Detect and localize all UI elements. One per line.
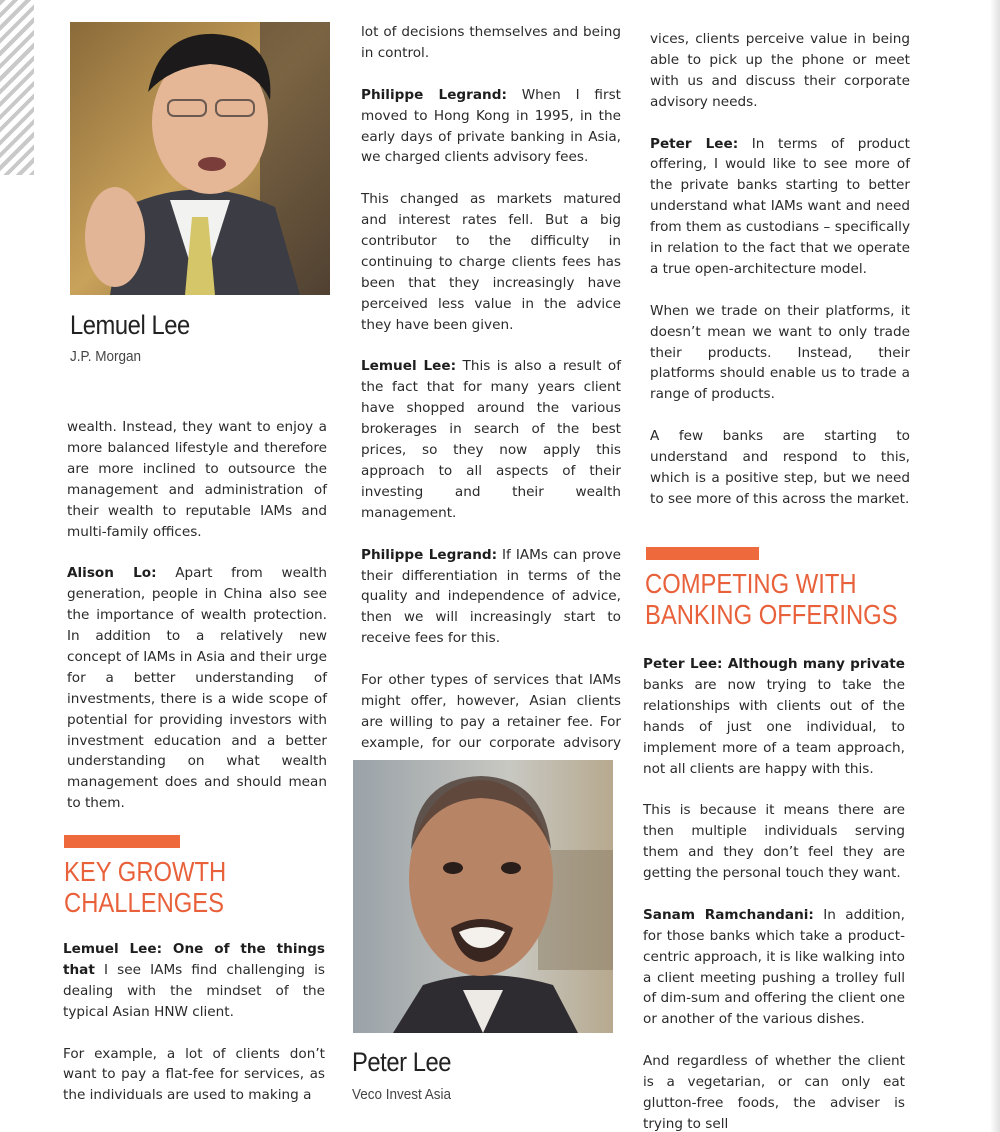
speaker-name: Lemuel Lee: One of the things that (63, 941, 325, 978)
section-accent-bar (64, 835, 180, 848)
paragraph: Alison Lo: Apart from wealth generation, people in China also see the importance of wealth protection. In addition to a relatively new concept of IAMs in Asia and their urge for a better understanding of investments, there is a wide scope of potential for providing investors with investment education and a better understanding on what wealth management does and should mean to them. (67, 565, 327, 812)
paragraph: Sanam Ramchandani: In addition, for those banks which take a product-centric approach, it is like walking into a client meeting pushing a trolley full of dim-sum and offering the client one or another of the various dishes. (643, 906, 905, 1028)
paragraph: When we trade on their platforms, it doesn’t mean we want to only trade their products. Instead, their platforms should enable us to trade a range of products. (650, 302, 910, 403)
column-1-text-lower (63, 939, 325, 1106)
speaker-name: Peter Lee: (650, 135, 739, 152)
column-2-text (361, 22, 621, 775)
speaker-name: Philippe Legrand: (361, 86, 507, 103)
speaker-name: Sanam Ramchandani: (643, 906, 814, 923)
paragraph: Lemuel Lee: One of the things that I see IAMs find challenging is dealing with the mindset of the typical Asian HNW client. (63, 941, 325, 1020)
page-gutter-shadow (990, 0, 1000, 1132)
paragraph: wealth. Instead, they want to enjoy a more balanced lifestyle and therefore are more inclined to outsource the management and administration of their wealth to reputable IAMs and multi-family offices. (67, 419, 327, 540)
photo-peter-lee (353, 760, 613, 1033)
caption-name-lemuel-lee: Lemuel Lee (70, 310, 190, 340)
paragraph: A few banks are starting to understand and respond to this, which is a positive step, but we need to see more of this across the market. (650, 428, 910, 507)
speaker-name: Peter Lee: Although many private (643, 656, 905, 672)
paragraph: Peter Lee: Although many private banks are now trying to take the relationships with clients out of the hands of just one individual, to implement more of a team approach, not all clients are happy with this. (643, 656, 905, 777)
paragraph: For example, a lot of clients don’t want to pay a flat-fee for services, as the individuals are used to making a (63, 1045, 325, 1104)
paragraph: Philippe Legrand: If IAMs can prove their differentiation in terms of the quality and independence of advice, then we will increasingly start to receive fees for this. (361, 546, 621, 647)
column-3-text-upper (650, 29, 910, 510)
paragraph: Lemuel Lee: This is also a result of the fact that for many years client have shopped around the various brokerages in search of the best prices, so they now apply this approach to all aspects of their investing and their wealth management. (361, 358, 621, 521)
paragraph: And regardless of whether the client is a vegetarian, or can only eat glutton-free foods, the adviser is trying to sell (643, 1053, 905, 1132)
caption-name-peter-lee: Peter Lee (352, 1047, 452, 1077)
speaker-name: Alison Lo: (67, 565, 157, 582)
paragraph: Peter Lee: In terms of product offering, I would like to see more of the private banks starting to better understand what IAMs want and need from them as custodians – specifically in relation to the fact that we operate a true open-architecture model. (650, 135, 910, 277)
decorative-stripe (0, 0, 34, 175)
section-accent-bar (646, 547, 759, 560)
speaker-name: Philippe Legrand: (361, 546, 498, 563)
caption-org-jp-morgan: J.P. Morgan (70, 348, 142, 365)
paragraph: Philippe Legrand: When I first moved to Hong Kong in 1995, in the early days of private banking in Asia, we charged clients advisory fees. (361, 86, 621, 166)
paragraph: lot of decisions themselves and being in control. (361, 24, 621, 61)
photo-lemuel-lee (70, 22, 330, 295)
section-heading-competing-with-banking-offerings: COMPETING WITH BANKING OFFERINGS (645, 568, 898, 630)
paragraph: vices, clients perceive value in being able to pick up the phone or meet with us and discuss their corporate advisory needs. (650, 31, 910, 110)
paragraph: This changed as markets matured and interest rates fell. But a big contributor to the difficulty in continuing to charge clients fees has been that they increasingly have perceived less value in the advice they have been given. (361, 191, 621, 333)
section-heading-key-growth-challenges: KEY GROWTH CHALLENGES (64, 856, 227, 918)
paragraph: This is because it means there are then multiple individuals serving them and they don’t feel they are getting the personal touch they want. (643, 802, 905, 882)
column-1-text-upper (67, 417, 327, 835)
column-3-text-lower (643, 654, 905, 1132)
caption-org-veco-invest-asia: Veco Invest Asia (352, 1086, 452, 1103)
paragraph: For other types of services that IAMs might offer, however, Asian clients are willing to pay a retainer fee. For example, for our corporate advisory (361, 672, 621, 751)
speaker-name: Lemuel Lee: (361, 358, 457, 375)
